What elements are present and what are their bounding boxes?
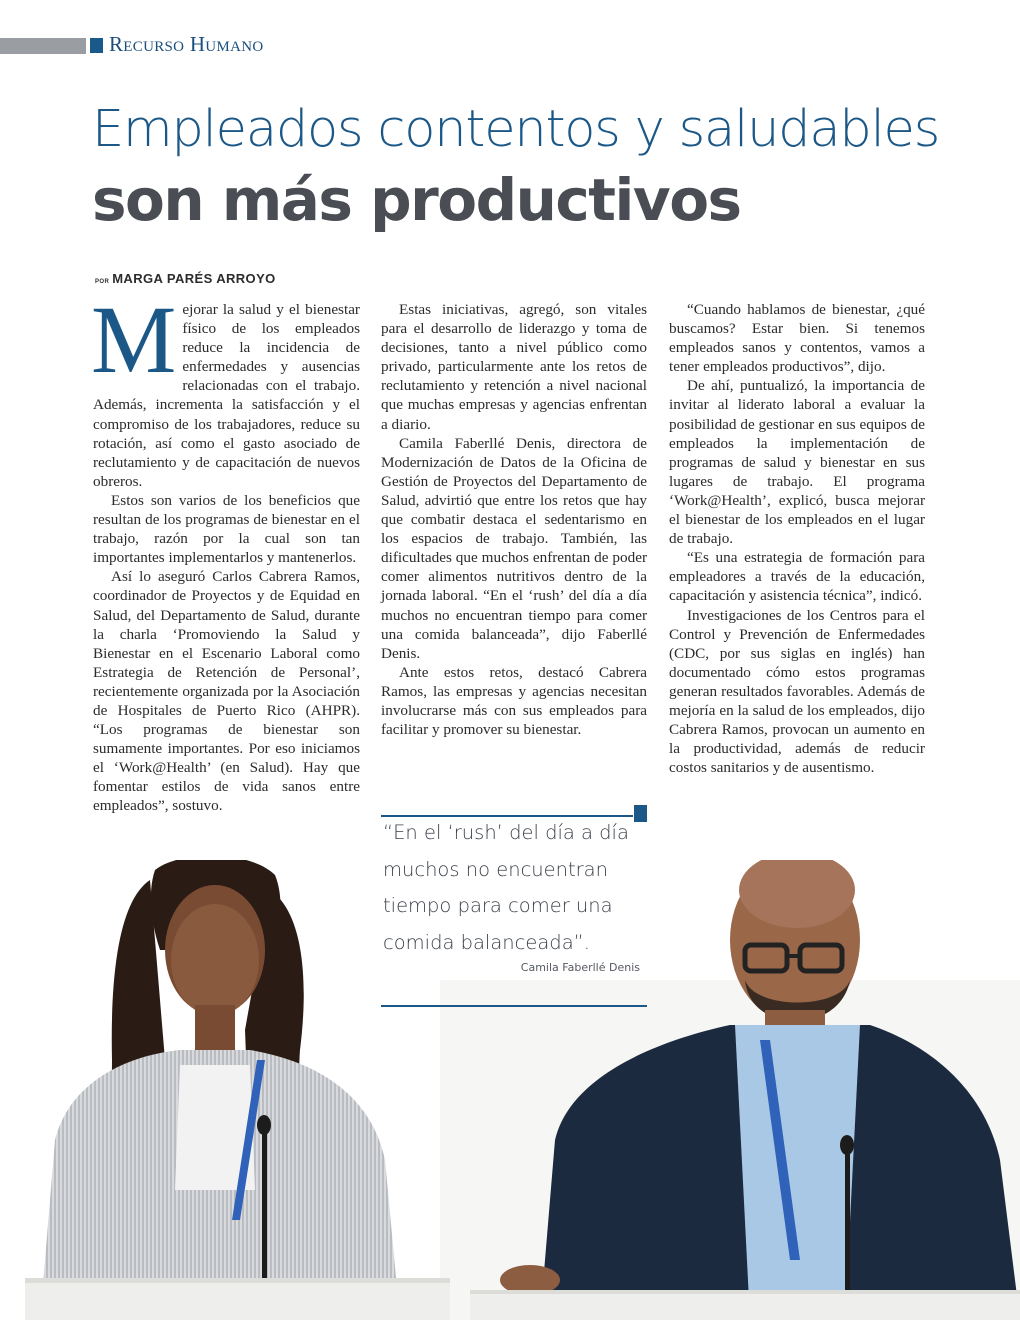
header-blue-square (90, 38, 103, 53)
section-label: Recurso Humano (109, 32, 264, 56)
drop-cap: M (91, 286, 177, 393)
paragraph: Ante estos retos, destacó Cabrera Ramos, las empresas y agencias necesitan involucrarse más con sus empleados para facilitar y promover su bienestar. (381, 663, 647, 739)
paragraph: Estas iniciativas, agregó, son vitales para el desarrollo de liderazgo y toma de decisiones, tanto a nivel público como privado, particularmente ante los retos de reclutamiento y retención a nivel nacional que muchas empresas y agencias enfrentan a diario. (381, 301, 647, 433)
byline-prefix: por (95, 275, 110, 285)
pull-quote (383, 815, 653, 961)
paragraph: Así lo aseguró Carlos Cabrera Ramos, coordinador de Proyectos y de Equidad en Salud, del Departamento de Salud, durante la charla ‘Promoviendo la Salud y Bienestar en el Escenario Laboral como Estrategia de Retención de Personal’, recientemente organizada por la Asociación de Hospitales de Puerto Rico (AHPR). “Los programas de bienestar son sumamente importantes. Por eso iniciamos el ‘Work@Health’ (en Salud). Hay que fomentar estilos de vida sanos entre empleados”, sostuvo. (93, 568, 360, 815)
pull-quote-line: tiempo para comer una (383, 894, 613, 917)
article-column-3 (669, 300, 925, 777)
article-column-1 (91, 286, 360, 816)
pull-quote-attribution: Camila Faberllé Denis (520, 961, 640, 974)
pull-quote-bottom-rule (381, 1005, 647, 1007)
byline-author: MARGA PARÉS ARROYO (112, 271, 276, 286)
paragraph: De ahí, puntualizó, la importancia de invitar al liderato laboral a evaluar la posibilidad de gestionar en sus equipos de empleados la implementación de programas de salud y bienestar en sus lugares de trabajo. El programa ‘Work@Health’, explicó, busca mejorar el bienestar de los empleados en el lugar de trabajo. (669, 377, 925, 548)
pull-quote-line: muchos no encuentran (383, 857, 608, 881)
paragraph: “Es una estrategia de formación para empleadores a través de la educación, capacitación y asistencia técnica”, indicó. (669, 549, 925, 605)
byline (95, 271, 276, 286)
paragraph: Investigaciones de los Centros para el Control y Prevención de Enfermedades (CDC, por sus siglas en inglés) han documentado cómo estos programas generan resultados favorables. Además de mejoría en la salud de los empleados, dijo Cabrera Ramos, provocan un aumento en la productividad, además de reducir costos sanitarios y de ausentismo. (669, 606, 925, 777)
pull-quote-line: comida balanceada”. (383, 930, 590, 954)
header-gray-bar (0, 38, 86, 54)
paragraph: “Cuando hablamos de bienestar, ¿qué buscamos? Estar bien. Si tenemos empleados sanos y contentos, vamos a tener empleados productivos”, dijo. (669, 301, 925, 376)
headline-line-1: Empleados contentos y saludables (92, 100, 940, 159)
paragraph: Mejorar la salud y el bienestar físico de los empleados reduce la incidencia de enfermedades y ausencias relacionadas con el trabajo. Además, incrementa la satisfacción y el compromiso de los trabajadores, reduce su rotación, así como el gasto asociado de reclutamiento y de capacitación de nuevos obreros. (91, 286, 360, 490)
article-column-2 (381, 300, 647, 739)
paragraph: Camila Faberllé Denis, directora de Modernización de Datos de la Oficina de Gestión de Proyectos del Departamento de Salud, advirtió que entre los retos que hay que combatir destaca el sedentarismo en los espacios de trabajo. También, las dificultades que muchos enfrentan de poder comer alimentos nutritivos dentro de la jornada laboral. “En el ‘rush’ del día a día muchos no encuentran tiempo para comer una comida balanceada”, dijo Faberllé Denis. (381, 434, 647, 662)
pull-quote-line: “En el ‘rush’ del día a día (383, 821, 629, 844)
headline-line-2: son más productivos (92, 166, 741, 234)
paragraph: Estos son varios de los beneficios que resultan de los programas de bienestar en el trabajo, razón por la cual son tan importantes implementarlos y mantenerlos. (93, 491, 360, 567)
